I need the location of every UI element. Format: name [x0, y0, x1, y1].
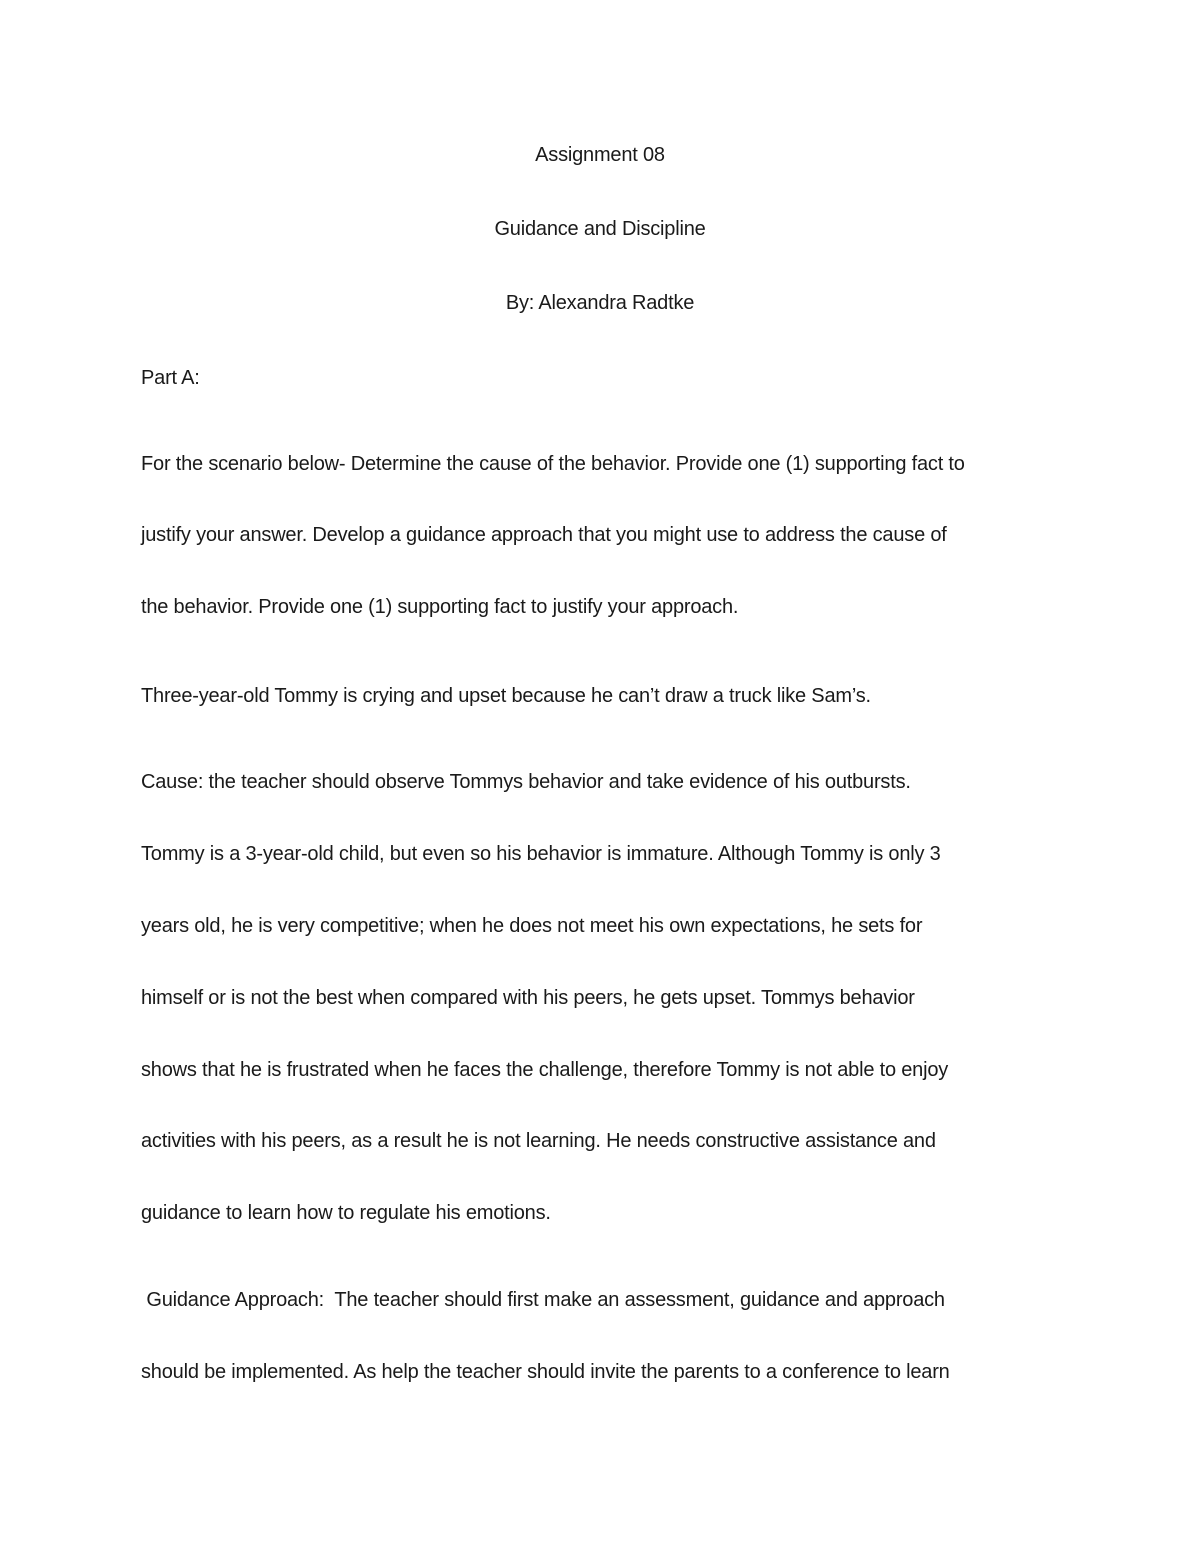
cause-line: himself or is not the best when compared with his peers, he gets upset. Tommys behavior	[141, 987, 915, 1009]
instructions-line: the behavior. Provide one (1) supporting fact to justify your approach.	[141, 596, 739, 618]
instructions-line: justify your answer. Develop a guidance approach that you might use to address the cause of	[141, 524, 947, 546]
cause-line: shows that he is frustrated when he faces the challenge, therefore Tommy is not able to enjoy	[141, 1059, 949, 1081]
document-subtitle: Guidance and Discipline	[494, 218, 706, 240]
instructions-line: For the scenario below- Determine the cause of the behavior. Provide one (1) supporting fact to	[141, 453, 965, 475]
cause-line: guidance to learn how to regulate his emotions.	[141, 1202, 551, 1224]
scenario-text: Three-year-old Tommy is crying and upset because he can’t draw a truck like Sam’s.	[141, 685, 871, 707]
part-heading: Part A:	[141, 367, 200, 389]
document-title: Assignment 08	[535, 144, 665, 166]
cause-line: Tommy is a 3-year-old child, but even so his behavior is immature. Although Tommy is only 3	[141, 843, 941, 865]
guidance-line: should be implemented. As help the teacher should invite the parents to a conference to learn	[141, 1361, 950, 1383]
cause-line: Cause: the teacher should observe Tommys behavior and take evidence of his outbursts.	[141, 771, 911, 793]
guidance-line: Guidance Approach: The teacher should first make an assessment, guidance and approach	[141, 1289, 945, 1311]
cause-line: activities with his peers, as a result he is not learning. He needs constructive assistance and	[141, 1130, 936, 1152]
document-author: By: Alexandra Radtke	[505, 292, 695, 314]
cause-line: years old, he is very competitive; when he does not meet his own expectations, he sets for	[141, 915, 923, 937]
